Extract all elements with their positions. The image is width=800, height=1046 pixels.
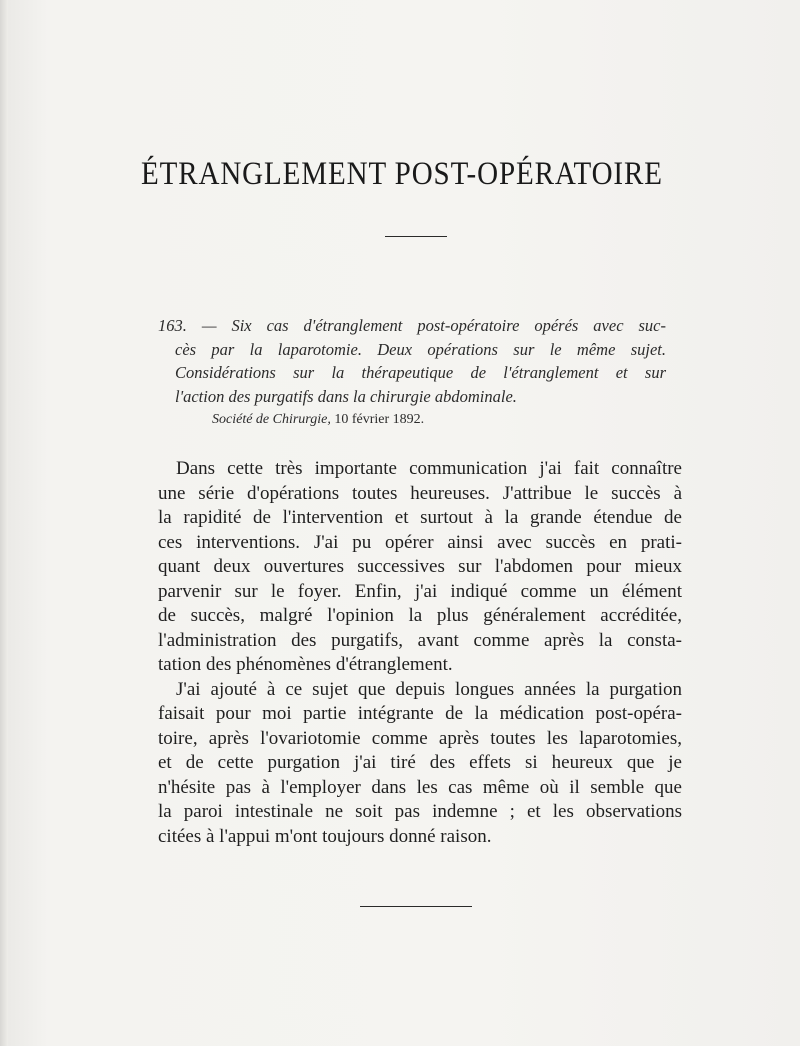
page-title: ÉTRANGLEMENT POST-OPÉRATOIRE: [140, 156, 663, 192]
entry-source: [212, 412, 424, 428]
text-line: l'administration des purgatifs, avant comme après la consta-: [158, 629, 682, 651]
text-line: de succès, malgré l'opinion la plus généralement accréditée,: [158, 605, 682, 626]
text-line: Dans cette très importante communication j'ai fait connaître: [176, 458, 682, 479]
bibliographic-entry: [158, 314, 666, 408]
text-line: la rapidité de l'intervention et surtout à la grande étendue de: [158, 507, 682, 528]
entry-line: cès par la laparotomie. Deux opérations sur le même sujet.: [175, 339, 666, 359]
source-date: 10 février 1892.: [334, 412, 425, 427]
entry-line: Considérations sur la thérapeutique de l'étranglement et sur: [175, 363, 666, 382]
page-edge-shadow: [0, 0, 8, 1046]
end-separator-rule: [360, 906, 472, 907]
entry-line: l'action des purgatifs dans la chirurgie abdominale.: [175, 386, 517, 406]
text-line: n'hésite pas à l'employer dans les cas même où il semble que: [158, 776, 682, 798]
entry-line: 163. — Six cas d'étranglement post-opératoire opérés avec suc-: [158, 316, 666, 335]
body-text: [158, 457, 682, 849]
paragraph-1: [158, 457, 682, 678]
paragraph-2: [158, 678, 682, 850]
text-line: tation des phénomènes d'étranglement.: [158, 654, 453, 675]
text-line: citées à l'appui m'ont toujours donné raison.: [158, 825, 492, 847]
text-line: la paroi intestinale ne soit pas indemne ; et les observations: [158, 801, 682, 822]
text-line: faisait pour moi partie intégrante de la médication post-opéra-: [158, 703, 682, 724]
text-line: et de cette purgation j'ai tiré des effets si heureux que je: [158, 752, 682, 773]
title-separator-rule: [385, 236, 447, 237]
text-line: J'ai ajouté à ce sujet que depuis longues années la purgation: [176, 678, 682, 700]
source-journal: Société de Chirurgie,: [212, 412, 331, 427]
text-line: parvenir sur le foyer. Enfin, j'ai indiqué comme un élément: [158, 580, 682, 602]
text-line: une série d'opérations toutes heureuses. J'attribue le succès à: [158, 482, 682, 504]
text-line: toire, après l'ovariotomie comme après toutes les laparotomies,: [158, 727, 682, 749]
text-line: quant deux ouvertures successives sur l'abdomen pour mieux: [158, 556, 682, 577]
text-line: ces interventions. J'ai pu opérer ainsi avec succès en prati-: [158, 531, 682, 553]
